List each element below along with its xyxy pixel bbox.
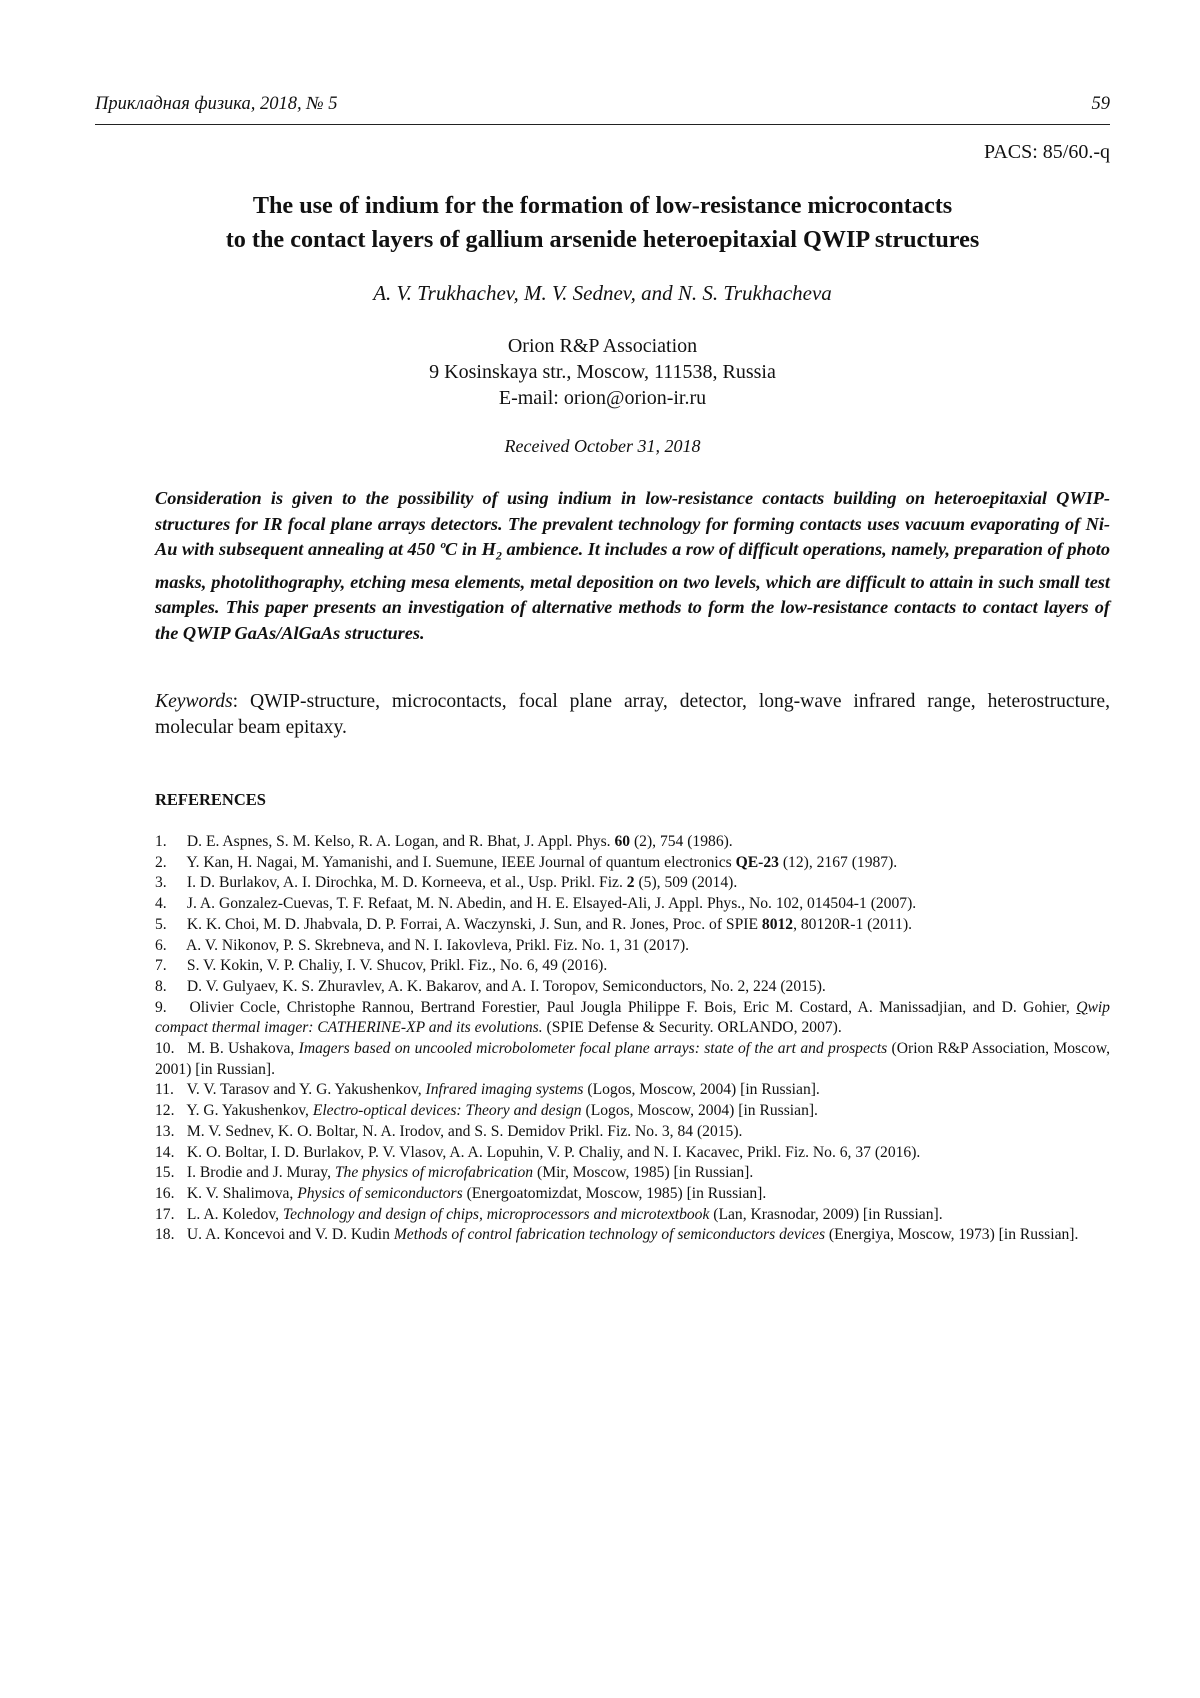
- reference-text: K. O. Boltar, I. D. Burlakov, P. V. Vlasov, A. A. Lopuhin, V. P. Chaliy, and N. I. Kacavec, Prikl. Fiz. No. 6, 37 (2016).: [187, 1144, 920, 1161]
- reference-text-tail: (5), 509 (2014).: [635, 874, 738, 891]
- reference-text-tail: (Energiya, Moscow, 1973) [in Russian].: [825, 1226, 1078, 1243]
- reference-text: S. V. Kokin, V. P. Chaliy, I. V. Shucov, Prikl. Fiz., No. 6, 49 (2016).: [187, 957, 607, 974]
- keywords-text: : QWIP-structure, microcontacts, focal plane array, detector, long-wave infrared range, heterostructure, molecular beam epitaxy.: [155, 691, 1110, 738]
- reference-text: K. V. Shalimova,: [187, 1185, 297, 1202]
- reference-text: Y. G. Yakushenkov,: [186, 1102, 313, 1119]
- reference-number: 14.: [155, 1143, 183, 1164]
- reference-item: [155, 1205, 1110, 1226]
- reference-item: [155, 1039, 1110, 1080]
- reference-volume: 60: [614, 833, 630, 850]
- reference-text: I. Brodie and J. Muray,: [187, 1164, 335, 1181]
- reference-number: 5.: [155, 915, 183, 936]
- keywords: [155, 689, 1110, 741]
- reference-number: 4.: [155, 894, 183, 915]
- reference-text: K. K. Choi, M. D. Jhabvala, D. P. Forrai, A. Waczynski, J. Sun, and R. Jones, Proc. of SPIE: [187, 916, 762, 933]
- reference-text: J. A. Gonzalez-Cuevas, T. F. Refaat, M. N. Abedin, and H. E. Elsayed-Ali, J. Appl. Phys., No. 102, 014504-1 (2007).: [187, 895, 916, 912]
- page-number: 59: [1092, 94, 1111, 115]
- reference-title: The physics of microfabrication: [335, 1164, 533, 1181]
- reference-number: 10.: [155, 1039, 183, 1060]
- reference-item: [155, 853, 1110, 874]
- reference-text-tail: (Energoatomizdat, Moscow, 1985) [in Russian].: [463, 1185, 767, 1202]
- reference-title-initial: Q: [1076, 999, 1087, 1016]
- reference-volume: QE-23: [736, 854, 779, 871]
- reference-number: 16.: [155, 1184, 183, 1205]
- reference-volume: 2: [627, 874, 635, 891]
- header-rule: [95, 124, 1110, 125]
- reference-item: [155, 956, 1110, 977]
- reference-number: 18.: [155, 1225, 183, 1246]
- reference-item: [155, 1225, 1110, 1246]
- reference-text: D. V. Gulyaev, K. S. Zhuravlev, A. K. Bakarov, and A. I. Toropov, Semiconductors, No. 2, 224 (2015).: [187, 978, 826, 995]
- reference-item: [155, 1143, 1110, 1164]
- reference-title: Infrared imaging systems: [426, 1081, 584, 1098]
- reference-text-tail: (Logos, Moscow, 2004) [in Russian].: [582, 1102, 818, 1119]
- reference-number: 8.: [155, 977, 183, 998]
- reference-volume: 8012: [762, 916, 793, 933]
- reference-text-tail: (SPIE Defense & Security. ORLANDO, 2007).: [543, 1019, 842, 1036]
- organization: Orion R&P Association: [95, 333, 1110, 359]
- reference-title: wip compact thermal imager: CATHERINE-XP and its evolutions.: [155, 999, 1110, 1037]
- reference-item: [155, 1080, 1110, 1101]
- reference-number: 6.: [155, 936, 183, 957]
- reference-number: 9.: [155, 998, 183, 1019]
- reference-text: D. E. Aspnes, S. M. Kelso, R. A. Logan, and R. Bhat, J. Appl. Phys.: [187, 833, 615, 850]
- reference-item: [155, 977, 1110, 998]
- reference-number: 1.: [155, 832, 183, 853]
- paper-title: [95, 189, 1110, 257]
- title-line-2: to the contact layers of gallium arsenide heteroepitaxial QWIP structures: [95, 223, 1110, 257]
- journal-citation: Прикладная физика, 2018, № 5: [95, 94, 338, 114]
- reference-number: 13.: [155, 1122, 183, 1143]
- reference-item: [155, 915, 1110, 936]
- email: E-mail: orion@orion-ir.ru: [95, 385, 1110, 411]
- reference-text: U. A. Koncevoi and V. D. Kudin: [187, 1226, 394, 1243]
- abstract-subscript: 2: [496, 549, 502, 563]
- reference-text: Olivier Cocle, Christophe Rannou, Bertrand Forestier, Paul Jougla Philippe F. Bois, Eric M. Costard, A. Manissadjian, and D. Gohier,: [189, 999, 1076, 1016]
- reference-item: [155, 873, 1110, 894]
- keywords-label: Keywords: [155, 691, 233, 712]
- reference-title: Electro-optical devices: Theory and design: [313, 1102, 582, 1119]
- reference-text: I. D. Burlakov, A. I. Dirochka, M. D. Korneeva, et al., Usp. Prikl. Fiz.: [187, 874, 627, 891]
- reference-item: [155, 936, 1110, 957]
- reference-number: 11.: [155, 1080, 183, 1101]
- reference-text-tail: , 80120R-1 (2011).: [793, 916, 912, 933]
- reference-text: A. V. Nikonov, P. S. Skrebneva, and N. I. Iakovleva, Prikl. Fiz. No. 1, 31 (2017).: [186, 937, 689, 954]
- reference-item: [155, 1122, 1110, 1143]
- reference-text-tail: (2), 754 (1986).: [630, 833, 733, 850]
- running-header: [95, 94, 1110, 115]
- reference-text: M. V. Sednev, K. O. Boltar, N. A. Irodov, and S. S. Demidov Prikl. Fiz. No. 3, 84 (2015).: [187, 1123, 743, 1140]
- reference-number: 15.: [155, 1163, 183, 1184]
- reference-item: [155, 1163, 1110, 1184]
- reference-number: 2.: [155, 853, 183, 874]
- reference-text: V. V. Tarasov and Y. G. Yakushenkov,: [187, 1081, 426, 1098]
- reference-text: M. B. Ushakova,: [187, 1040, 298, 1057]
- paper-page: [0, 0, 1200, 1698]
- reference-number: 17.: [155, 1205, 183, 1226]
- reference-title: Technology and design of chips, microprocessors and microtextbook: [283, 1206, 709, 1223]
- reference-text-tail: (Orion R&P Association, Moscow, 2001) [in Russian].: [155, 1040, 1110, 1078]
- reference-text: L. A. Koledov,: [187, 1206, 283, 1223]
- reference-item: [155, 894, 1110, 915]
- abstract-part-1: Consideration is given to the possibility of using indium in low-resistance contacts building on heteroepitaxial QWIP-structures for IR focal plane arrays detectors. The prevalent technology for forming contacts uses vacuum evaporating of Ni-Au with subsequent annealing at 450 ºC in H: [155, 488, 1110, 559]
- reference-number: 12.: [155, 1101, 183, 1122]
- reference-text-tail: (Logos, Moscow, 2004) [in Russian].: [583, 1081, 819, 1098]
- reference-title: Physics of semiconductors: [297, 1185, 462, 1202]
- affiliation-block: [95, 333, 1110, 411]
- reference-title: Methods of control fabrication technology of semiconductors devices: [394, 1226, 825, 1243]
- references-heading: REFERENCES: [155, 790, 266, 810]
- reference-text-tail: (12), 2167 (1987).: [779, 854, 897, 871]
- abstract-part-2: ambience. It includes a row of difficult operations, namely, preparation of photo masks, photolithography, etching mesa elements, metal deposition on two levels, which are difficult to attain in such small test samples. This paper presents an investigation of alternative methods to form the low-resistance contacts to contact layers of the QWIP GaAs/AlGaAs structures.: [155, 539, 1110, 643]
- reference-item: [155, 998, 1110, 1039]
- reference-item: [155, 1184, 1110, 1205]
- pacs-code: PACS: 85/60.-q: [984, 141, 1110, 164]
- reference-list: [155, 832, 1110, 1246]
- received-date: Received October 31, 2018: [95, 436, 1110, 457]
- abstract: [155, 486, 1110, 647]
- reference-number: 7.: [155, 956, 183, 977]
- reference-title: Imagers based on uncooled microbolometer focal plane arrays: state of the art and prospects: [299, 1040, 888, 1057]
- reference-text-tail: (Mir, Moscow, 1985) [in Russian].: [533, 1164, 753, 1181]
- address: 9 Kosinskaya str., Moscow, 111538, Russia: [95, 359, 1110, 385]
- reference-text: Y. Kan, H. Nagai, M. Yamanishi, and I. Suemune, IEEE Journal of quantum electronics: [186, 854, 735, 871]
- reference-text-tail: (Lan, Krasnodar, 2009) [in Russian].: [709, 1206, 942, 1223]
- reference-item: [155, 1101, 1110, 1122]
- title-line-1: The use of indium for the formation of low-resistance microcontacts: [95, 189, 1110, 223]
- author-list: A. V. Trukhachev, M. V. Sednev, and N. S. Trukhacheva: [95, 281, 1110, 306]
- reference-number: 3.: [155, 873, 183, 894]
- reference-item: [155, 832, 1110, 853]
